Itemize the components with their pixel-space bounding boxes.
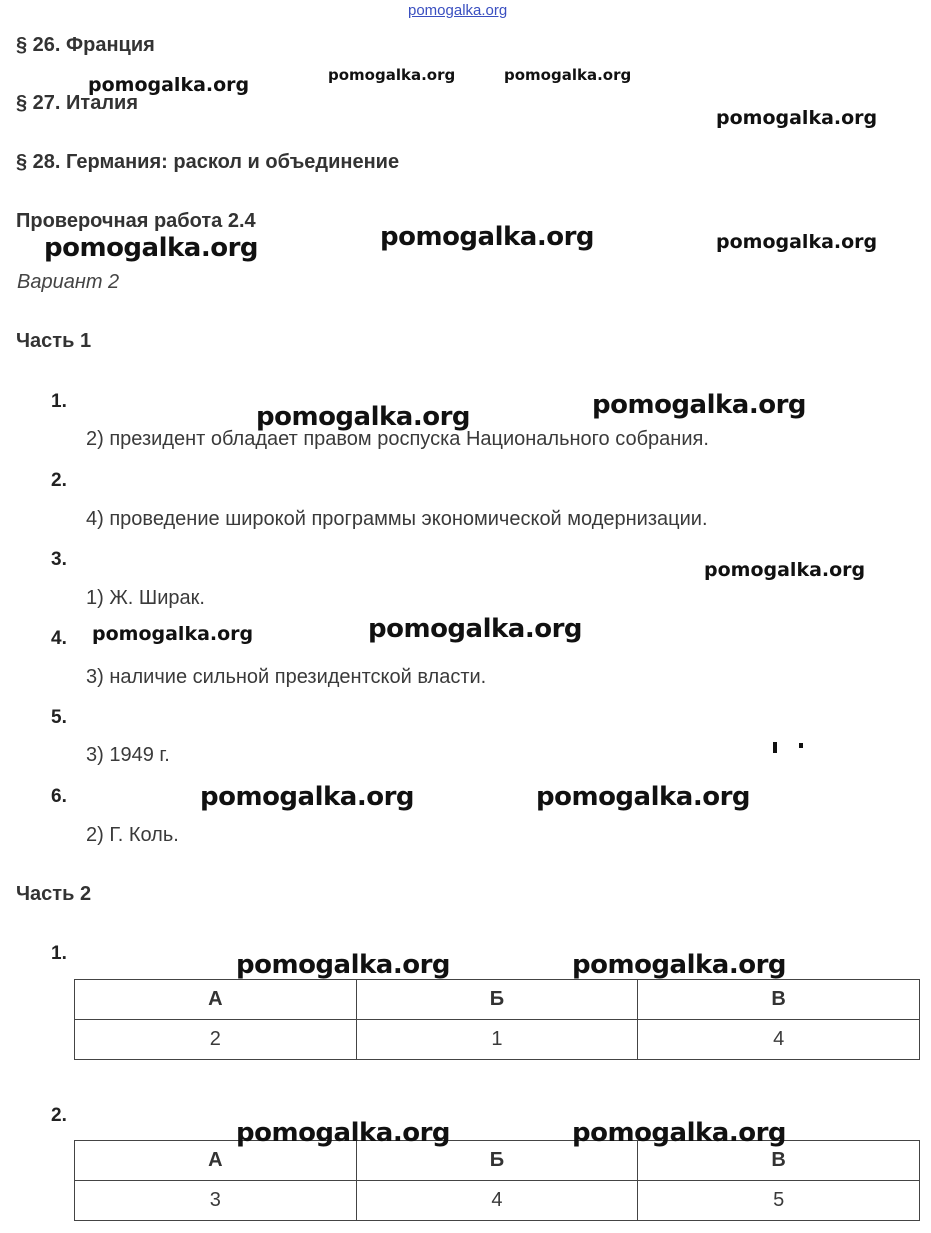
- part2-q1-table: [74, 979, 920, 1060]
- part1-q2-answer: 4) проведение широкой программы экономической модернизации.: [86, 508, 708, 530]
- part1-q6-number: 6.: [51, 786, 67, 807]
- watermark: pomogalka.org: [572, 950, 787, 980]
- table-header-cell: Б: [356, 980, 638, 1020]
- watermark: pomogalka.org: [704, 559, 866, 581]
- part1-q3-number: 3.: [51, 549, 67, 570]
- watermark: pomogalka.org: [328, 66, 456, 84]
- watermark: pomogalka.org: [716, 231, 878, 253]
- table-row: [75, 1181, 920, 1221]
- table-cell: 4: [356, 1181, 638, 1221]
- part1-q6-answer: 2) Г. Коль.: [86, 824, 179, 846]
- table-header-row: [75, 980, 920, 1020]
- part1-q1-answer: 2) президент обладает правом роспуска Национального собрания.: [86, 428, 709, 450]
- part1-q1-number: 1.: [51, 391, 67, 412]
- watermark: pomogalka.org: [88, 74, 250, 96]
- part1-q4-answer: 3) наличие сильной президентской власти.: [86, 666, 487, 688]
- part2-q1-number: 1.: [51, 943, 67, 964]
- section-27-heading: § 27. Италия: [16, 92, 139, 114]
- table-header-cell: Б: [356, 1141, 638, 1181]
- watermark: pomogalka.org: [236, 1118, 451, 1148]
- table-cell: 3: [75, 1181, 357, 1221]
- part2-q2-number: 2.: [51, 1105, 67, 1126]
- section-26-heading: § 26. Франция: [16, 34, 155, 56]
- table-header-cell: В: [638, 980, 920, 1020]
- watermark: pomogalka.org: [44, 233, 259, 263]
- watermark: pomogalka.org: [592, 390, 807, 420]
- watermark: pomogalka.org: [236, 950, 451, 980]
- watermark: pomogalka.org: [536, 782, 751, 812]
- table-header-cell: А: [75, 980, 357, 1020]
- variant-label: Вариант 2: [17, 271, 120, 293]
- part1-q5-number: 5.: [51, 707, 67, 728]
- table-cell: 4: [638, 1020, 920, 1060]
- table-header-cell: А: [75, 1141, 357, 1181]
- part1-q2-number: 2.: [51, 470, 67, 491]
- top-link[interactable]: pomogalka.org: [408, 2, 508, 19]
- table-cell: 2: [75, 1020, 357, 1060]
- watermark: pomogalka.org: [92, 623, 254, 645]
- table-cell: 1: [356, 1020, 638, 1060]
- watermark: pomogalka.org: [380, 222, 595, 252]
- stray-mark: [773, 742, 777, 753]
- table-header-cell: В: [638, 1141, 920, 1181]
- watermark: pomogalka.org: [256, 402, 471, 432]
- part1-q4-number: 4.: [51, 628, 67, 649]
- table-cell: 5: [638, 1181, 920, 1221]
- part1-title: Часть 1: [16, 330, 92, 352]
- watermark: pomogalka.org: [716, 107, 878, 129]
- stray-mark: [799, 743, 803, 748]
- part1-q3-answer: 1) Ж. Ширак.: [86, 587, 205, 609]
- watermark: pomogalka.org: [572, 1118, 787, 1148]
- watermark: pomogalka.org: [200, 782, 415, 812]
- watermark: pomogalka.org: [504, 66, 632, 84]
- watermark: pomogalka.org: [368, 614, 583, 644]
- part2-q2-table: [74, 1140, 920, 1221]
- table-row: [75, 1020, 920, 1060]
- section-28-heading: § 28. Германия: раскол и объединение: [16, 151, 400, 173]
- table-header-row: [75, 1141, 920, 1181]
- test-title: Проверочная работа 2.4: [16, 210, 256, 232]
- part2-title: Часть 2: [16, 883, 92, 905]
- part1-q5-answer: 3) 1949 г.: [86, 744, 170, 766]
